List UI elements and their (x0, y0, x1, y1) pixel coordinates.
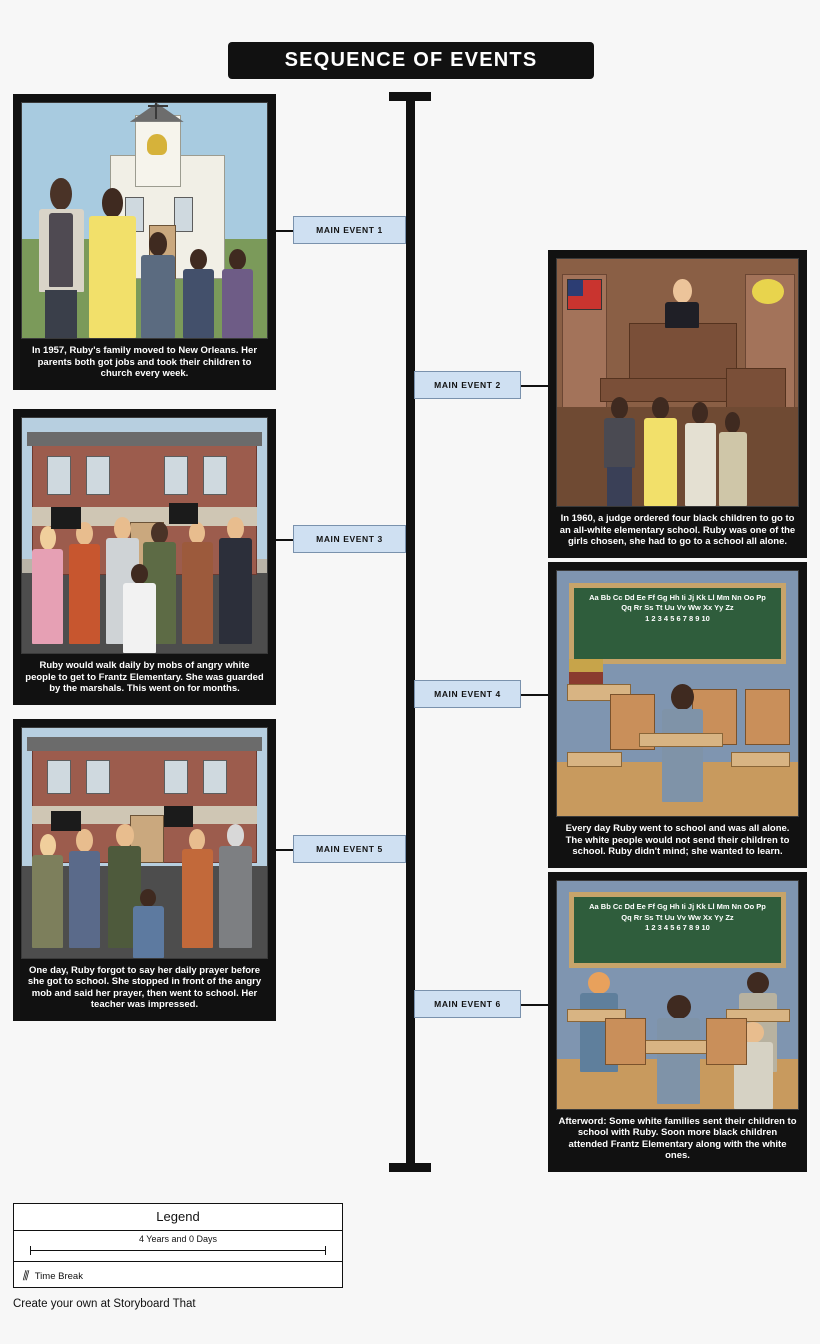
page-title (228, 42, 594, 79)
event-tag-6-label: MAIN EVENT 6 (434, 999, 501, 1009)
event-tag-2-label: MAIN EVENT 2 (434, 380, 501, 390)
legend-scale-line (30, 1250, 326, 1251)
event-tag-1[interactable] (293, 216, 406, 244)
chalkboard-2-line-1: Aa Bb Cc Dd Ee Ff Gg Hh Ii Jj Kk Ll Mm Nn Oo Pp (589, 902, 766, 912)
event-tag-2[interactable] (414, 371, 521, 399)
event-tag-4-label: MAIN EVENT 4 (434, 689, 501, 699)
event-tag-5[interactable] (293, 835, 406, 863)
storyboard-cell-1[interactable] (13, 94, 276, 390)
chalkboard-line-3: 1 2 3 4 5 6 7 8 9 10 (645, 613, 710, 623)
connector-2 (521, 385, 548, 387)
event-tag-5-label: MAIN EVENT 5 (316, 844, 383, 854)
chalkboard (569, 583, 786, 664)
chalkboard-line-2: Qq Rr Ss Tt Uu Vv Ww Xx Yy Zz (621, 603, 734, 613)
cell-3-caption: Ruby would walk daily by mobs of angry white people to get to Frantz Elementary. She was guarded by the marshals. This went on for months. (16, 654, 273, 702)
event-tag-1-label: MAIN EVENT 1 (316, 225, 383, 235)
footer-attribution: Create your own at Storyboard That (13, 1298, 196, 1310)
event-tag-4[interactable] (414, 680, 521, 708)
page-title-text: SEQUENCE OF EVENTS (284, 49, 538, 71)
chalkboard-2 (569, 892, 786, 967)
chalkboard-2-line-3: 1 2 3 4 5 6 7 8 9 10 (645, 922, 710, 932)
timeline-bottom-cap (389, 1163, 431, 1172)
cell-6-illustration (556, 880, 799, 1110)
cell-1-illustration (21, 102, 268, 339)
timeline-top-cap (389, 92, 431, 101)
storyboard-cell-4[interactable] (548, 562, 807, 868)
time-break-icon: ⦀ (22, 1268, 28, 1283)
legend-title: Legend (156, 1209, 200, 1224)
cell-5-illustration (21, 727, 268, 959)
cell-4-caption: Every day Ruby went to school and was all alone. The white people would not send their children to school. Ruby didn't mind; she wanted to learn. (551, 817, 804, 865)
chalkboard-2-line-2: Qq Rr Ss Tt Uu Vv Ww Xx Yy Zz (621, 912, 734, 922)
cell-2-caption: In 1960, a judge ordered four black children to go to an all-white elementary school. Ruby was one of the girls chosen, she had to go to a school all alone. (551, 507, 804, 555)
cell-6-caption: Afterword: Some white families sent their children to school with Ruby. Soon more black children attended Frantz Elementary along with the white ones. (551, 1110, 804, 1169)
legend-time-break-row (14, 1262, 342, 1284)
storyboard-cell-6[interactable] (548, 872, 807, 1172)
connector-4 (521, 694, 548, 696)
cell-3-illustration (21, 417, 268, 654)
storyboard-cell-3[interactable] (13, 409, 276, 705)
legend-scale (14, 1231, 342, 1261)
storyboard-cell-2[interactable] (548, 250, 807, 558)
cell-2-illustration (556, 258, 799, 507)
chalkboard-line-1: Aa Bb Cc Dd Ee Ff Gg Hh Ii Jj Kk Ll Mm Nn Oo Pp (589, 593, 766, 603)
event-tag-6[interactable] (414, 990, 521, 1018)
connector-6 (521, 1004, 548, 1006)
cell-5-caption: One day, Ruby forgot to say her daily prayer before she got to school. She stopped in front of the angry mob and said her prayer, then went to school. Her teacher was impressed. (16, 959, 273, 1018)
legend (13, 1203, 343, 1288)
cell-4-illustration (556, 570, 799, 817)
event-tag-3-label: MAIN EVENT 3 (316, 534, 383, 544)
event-tag-3[interactable] (293, 525, 406, 553)
cell-1-caption: In 1957, Ruby's family moved to New Orleans. Her parents both got jobs and took their children to church every week. (16, 339, 273, 387)
storyboard-cell-5[interactable] (13, 719, 276, 1021)
legend-scale-label: 4 Years and 0 Days (138, 1234, 218, 1244)
legend-time-break-label: Time Break (34, 1270, 83, 1282)
